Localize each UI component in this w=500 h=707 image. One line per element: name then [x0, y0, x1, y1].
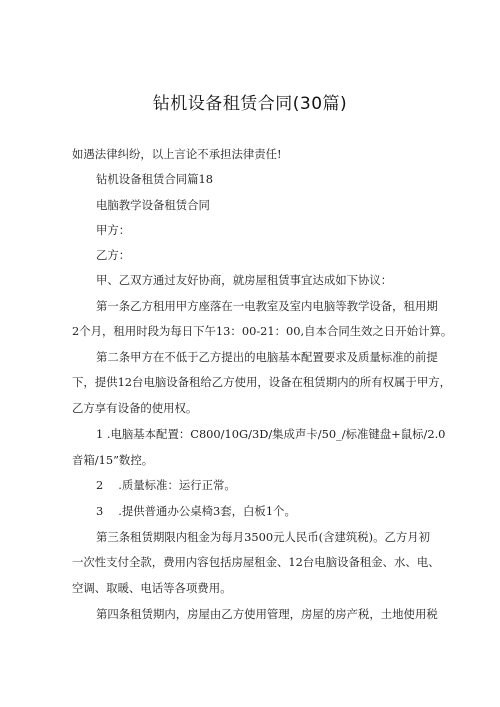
article-3-line-2: 一次性支付全款，费用内容包括房屋租金、12台电脑设备租金、水、电、	[72, 555, 440, 569]
document-title: 钻机设备租赁合同(30篇)	[152, 94, 348, 114]
article-3-line-1: 第三条租赁期限内租金为每月3500元人民币(含建筑税)。乙方月初	[96, 530, 431, 544]
party-a-line: 甲方：	[96, 223, 131, 237]
article-4-line-1: 第四条租赁期内，房屋由乙方使用管理，房屋的房产税，土地使用税	[96, 607, 438, 621]
article-3-line-3: 空调、取暖、电话等各项费用。	[72, 581, 232, 595]
article-2-line-2: 下，提供12台电脑设备租给乙方使用，设备在租赁期内的所有权属于甲方，	[72, 375, 451, 389]
item-2-line: 2 .质量标准：运行正常。	[96, 478, 236, 492]
intro-paragraph: 甲、乙双方通过友好协商，就房屋租赁事宜达成如下协议：	[96, 273, 393, 287]
party-b-line: 乙方：	[96, 248, 131, 262]
item-3-line: 3 .提供普通办公桌椅3套，白板1个。	[96, 504, 296, 518]
item-1-line-2: 音箱/15”数控。	[72, 453, 154, 467]
article-2-line-1: 第二条甲方在不低于乙方提出的电脑基本配置要求及质量标准的前提	[96, 350, 438, 364]
item-1-line-1: 1 .电脑基本配置：C800/10G/3D/集成声卡/50_/标准键盘+鼠标/2.0	[96, 427, 446, 441]
article-2-line-3: 乙方享有设备的使用权。	[72, 401, 198, 415]
article-1-line-2: 2个月，租用时段为每日下午13：00-21：00,自本合同生效之日开始计算。	[72, 324, 453, 338]
disclaimer-line: 如遇法律纠纷，以上言论不承担法律责任!	[72, 147, 282, 161]
article-1-line-1: 第一条乙方租用甲方座落在一电教室及室内电脑等教学设备，租用期	[96, 299, 438, 313]
contract-name: 电脑教学设备租赁合同	[96, 198, 210, 212]
document-subtitle: 钻机设备租赁合同篇18	[96, 172, 214, 186]
